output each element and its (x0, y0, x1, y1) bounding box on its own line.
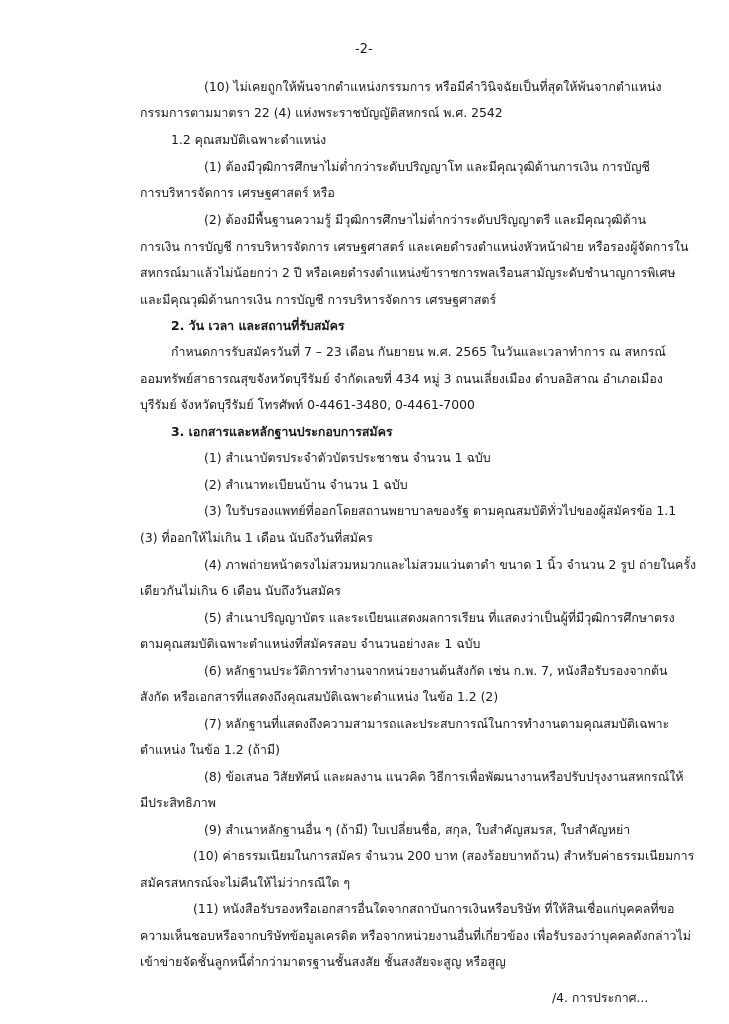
text-line: เดียวกันไม่เกิน 6 เดือน นับถึงวันสมัคร (140, 583, 341, 598)
list-item: (3) ใบรับรองแพทย์ที่ออกโดยสถานพยาบาลของรัฐ ตามคุณสมบัติทั่วไปของผู้สมัครข้อ 1.1 (204, 503, 677, 518)
text-line: (3) ที่ออกให้ไม่เกิน 1 เดือน นับถึงวันที่สมัคร (140, 530, 373, 545)
list-item: (8) ข้อเสนอ วิสัยทัศน์ และผลงาน แนวคิด วิธีการเพื่อพัฒนางานหรือปรับปรุงงานสหกรณ์ให้ (204, 769, 684, 784)
text-line: ออมทรัพย์สาธารณสุขจังหวัดบุรีรัมย์ จำกัดเลขที่ 434 หมู่ 3 ถนนเลี่ยงเมือง ตำบลอิสาณ อำเภอเมือง (140, 371, 663, 386)
text-line: สมัครสหกรณ์จะไม่คืนให้ไม่ว่ากรณีใด ๆ (140, 875, 351, 890)
heading-section-3: 3. เอกสารและหลักฐานประกอบการสมัคร (171, 424, 393, 439)
subheading-1-2: 1.2 คุณสมบัติเฉพาะตำแหน่ง (171, 132, 327, 147)
text-line: สหกรณ์มาแล้วไม่น้อยกว่า 2 ปี หรือเคยดำรงตำแหน่งข้าราชการพลเรือนสามัญระดับชำนาญการพิเศษ (140, 265, 676, 280)
list-item: (9) สำเนาหลักฐานอื่น ๆ (ถ้ามี) ใบเปลี่ยนชื่อ, สกุล, ใบสำคัญสมรส, ใบสำคัญหย่า (204, 822, 631, 837)
continuation-reference: /4. การประกาศ... (552, 990, 649, 1005)
list-item: (6) หลักฐานประวัติการทำงานจากหน่วยงานต้นสังกัด เช่น ก.พ. 7, หนังสือรับรองจากต้น (204, 663, 668, 678)
text-line: การเงิน การบัญชี การบริหารจัดการ เศรษฐศาสตร์ และเคยดำรงตำแหน่งหัวหน้าฝ่าย หรือรองผู้จัดการใน (140, 239, 689, 254)
text-line: มีประสิทธิภาพ (140, 795, 216, 810)
text-line: (2) ต้องมีพื้นฐานความรู้ มีวุฒิการศึกษาไม่ต่ำกว่าระดับปริญญาตรี และมีคุณวุฒิด้าน (204, 212, 647, 227)
text-line: ความเห็นชอบหรือจากบริษัทข้อมูลเครดิต หรือจากหน่วยงานอื่นที่เกี่ยวข้อง เพื่อรับรองว่าบุคคลดังกล่าวไม่ (140, 928, 691, 943)
text-line: (10) ไม่เคยถูกให้พ้นจากตำแหน่งกรรมการ หรือมีคำวินิจฉัยเป็นที่สุดให้พ้นจากตำแหน่ง (204, 79, 662, 94)
list-item: (1) สำเนาบัตรประจำตัวบัตรประชาชน จำนวน 1 ฉบับ (204, 450, 491, 465)
list-item: (2) สำเนาทะเบียนบ้าน จำนวน 1 ฉบับ (204, 477, 408, 492)
heading-section-2: 2. วัน เวลา และสถานที่รับสมัคร (171, 318, 345, 333)
text-line: สังกัด หรือเอกสารที่แสดงถึงคุณสมบัติเฉพาะตำแหน่ง ในข้อ 1.2 (2) (140, 689, 499, 704)
list-item: (4) ภาพถ่ายหน้าตรงไม่สวมหมวกและไม่สวมแว่นตาดำ ขนาด 1 นิ้ว จำนวน 2 รูป ถ่ายในครั้ง (204, 557, 697, 572)
text-line: ตำแหน่ง ในข้อ 1.2 (ถ้ามี) (140, 742, 280, 757)
text-line: บุรีรัมย์ จังหวัดบุรีรัมย์ โทรศัพท์ 0-4461-3480, 0-4461-7000 (140, 397, 475, 412)
list-item: (5) สำเนาปริญญาบัตร และระเบียนแสดงผลการเรียน ที่แสดงว่าเป็นผู้ที่มีวุฒิการศึกษาตรง (204, 610, 675, 625)
text-line: และมีคุณวุฒิด้านการเงิน การบัญชี การบริหารจัดการ เศรษฐศาสตร์ (140, 292, 497, 307)
page-number: -2- (355, 42, 373, 57)
text-line: ตามคุณสมบัติเฉพาะตำแหน่งที่สมัครสอบ จำนวนอย่างละ 1 ฉบับ (140, 636, 481, 651)
text-line: การบริหารจัดการ เศรษฐศาสตร์ หรือ (140, 185, 335, 200)
list-item: (11) หนังสือรับรองหรือเอกสารอื่นใดจากสถาบันการเงินหรือบริษัท ที่ให้สินเชื่อแก่บุคคลที่ขอ (193, 901, 675, 916)
text-line: เข้าข่ายจัดชั้นลูกหนี้ต่ำกว่ามาตรฐานชั้นสงสัย ชั้นสงสัยจะสูญ หรือสูญ (140, 954, 506, 969)
list-item: (7) หลักฐานที่แสดงถึงความสามารถและประสบการณ์ในการทำงานตามคุณสมบัติเฉพาะ (204, 716, 670, 731)
text-line: (1) ต้องมีวุฒิการศึกษาไม่ต่ำกว่าระดับปริญญาโท และมีคุณวุฒิด้านการเงิน การบัญชี (204, 159, 650, 174)
text-line: กรรมการตามมาตรา 22 (4) แห่งพระราชบัญญัติสหกรณ์ พ.ศ. 2542 (140, 105, 503, 120)
text-line: กำหนดการรับสมัครวันที่ 7 – 23 เดือน กันยายน พ.ศ. 2565 ในวันและเวลาทำการ ณ สหกรณ์ (171, 344, 666, 359)
list-item: (10) ค่าธรรมเนียมในการสมัคร จำนวน 200 บาท (สองร้อยบาทถ้วน) สำหรับค่าธรรมเนียมการ (193, 848, 695, 863)
